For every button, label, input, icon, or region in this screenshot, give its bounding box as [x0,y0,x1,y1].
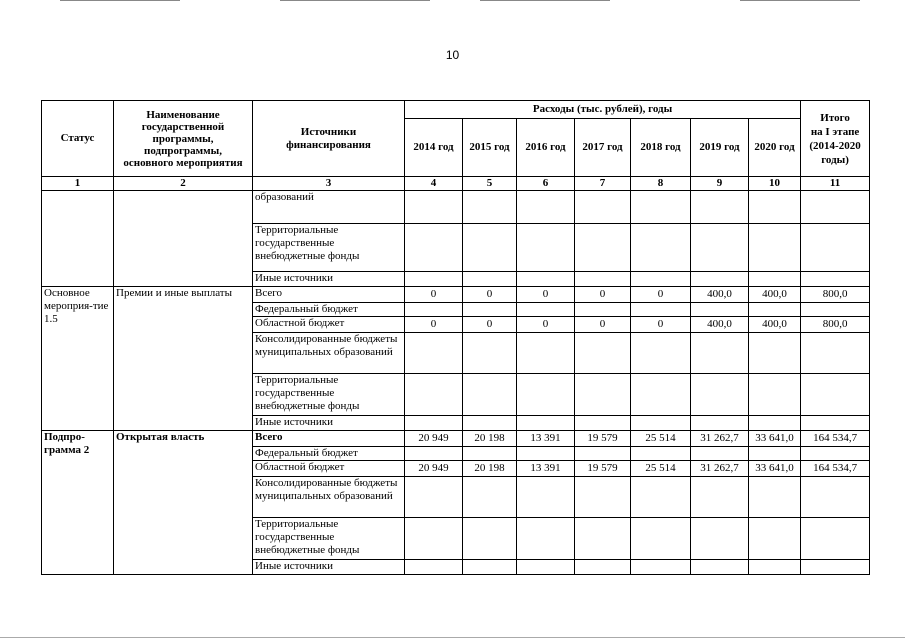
value-cell [405,374,463,416]
value-cell [691,224,749,272]
header-total [801,101,870,177]
value-cell [631,303,691,317]
header-year: 2020 год [749,119,801,177]
value-cell [631,191,691,224]
header-name-line-5: основного мероприятия [123,156,243,169]
source-cell: Консолидированные бюджеты муниципальных образований [253,477,405,518]
value-cell [801,374,870,416]
value-cell [517,447,575,461]
value-cell [463,191,517,224]
value-cell: 0 [463,317,517,333]
value-cell: 20 949 [405,431,463,447]
source-cell: Федеральный бюджет [253,303,405,317]
value-cell [749,374,801,416]
header-year: 2017 год [575,119,631,177]
header-year: 2018 год [631,119,691,177]
header-name-line-3: программы, [152,132,214,145]
value-cell [749,272,801,287]
source-cell: Федеральный бюджет [253,447,405,461]
column-number: 10 [749,177,801,191]
value-cell [631,374,691,416]
value-cell: 13 391 [517,431,575,447]
value-cell [405,333,463,374]
name-cell: Премии и иные выплаты [114,287,253,431]
value-cell [631,518,691,560]
header-total-line-1: Итого [820,111,850,124]
status-cell: Основное мероприя-тие 1.5 [42,287,114,431]
value-cell: 800,0 [801,317,870,333]
header-name-line-4: подпрограммы, [144,144,222,157]
column-number: 4 [405,177,463,191]
value-cell [691,303,749,317]
value-cell [801,560,870,575]
value-cell [517,303,575,317]
value-cell [749,191,801,224]
value-cell [575,518,631,560]
value-cell [405,303,463,317]
source-cell: Территориальные государственные внебюджетные фонды [253,518,405,560]
value-cell [575,191,631,224]
value-cell [801,303,870,317]
value-cell: 25 514 [631,461,691,477]
value-cell [749,477,801,518]
value-cell [801,272,870,287]
value-cell [691,560,749,575]
value-cell [517,272,575,287]
value-cell [631,416,691,431]
value-cell [801,518,870,560]
value-cell [517,333,575,374]
value-cell: 0 [517,287,575,303]
value-cell: 0 [575,287,631,303]
header-sources-line-2: финансирования [286,138,371,151]
value-cell: 33 641,0 [749,431,801,447]
value-cell: 400,0 [691,317,749,333]
value-cell [463,272,517,287]
value-cell [405,224,463,272]
value-cell [463,303,517,317]
header-name-line-1: Наименование [146,108,220,121]
value-cell: 13 391 [517,461,575,477]
value-cell: 0 [575,317,631,333]
value-cell: 800,0 [801,287,870,303]
value-cell [463,333,517,374]
value-cell [463,374,517,416]
source-cell: образований [253,191,405,224]
value-cell: 20 198 [463,431,517,447]
budget-table [41,100,870,575]
source-cell: Иные источники [253,416,405,431]
column-number: 1 [42,177,114,191]
value-cell [691,477,749,518]
value-cell [631,560,691,575]
value-cell [405,518,463,560]
value-cell [631,477,691,518]
value-cell: 19 579 [575,461,631,477]
value-cell [575,224,631,272]
column-number: 5 [463,177,517,191]
value-cell [575,447,631,461]
value-cell: 400,0 [749,287,801,303]
value-cell [405,272,463,287]
value-cell [575,416,631,431]
source-cell: Всего [253,287,405,303]
source-cell: Областной бюджет [253,461,405,477]
value-cell [575,272,631,287]
value-cell [691,416,749,431]
value-cell: 0 [631,287,691,303]
page-number: 10 [445,48,460,62]
table-row [42,431,870,447]
value-cell [801,191,870,224]
column-number: 11 [801,177,870,191]
value-cell [691,518,749,560]
value-cell: 0 [405,317,463,333]
value-cell: 400,0 [691,287,749,303]
source-cell: Территориальные государственные внебюджетные фонды [253,224,405,272]
column-number: 9 [691,177,749,191]
value-cell: 164 534,7 [801,461,870,477]
status-cell [42,191,114,287]
value-cell [575,303,631,317]
value-cell [749,333,801,374]
value-cell [801,333,870,374]
continuation-row [42,191,870,224]
header-expenses: Расходы (тыс. рублей), годы [405,101,801,119]
header-name-line-2: государственной [141,120,225,133]
name-cell [114,191,253,287]
value-cell: 0 [405,287,463,303]
header-year: 2014 год [405,119,463,177]
column-number-row [42,177,870,191]
value-cell [575,374,631,416]
value-cell [517,374,575,416]
value-cell [463,447,517,461]
value-cell [405,560,463,575]
table-row [42,287,870,303]
value-cell: 0 [463,287,517,303]
value-cell [691,191,749,224]
header-sources [253,101,405,177]
header-year: 2015 год [463,119,517,177]
value-cell [463,416,517,431]
value-cell [691,333,749,374]
column-number: 6 [517,177,575,191]
value-cell [517,224,575,272]
value-cell [801,224,870,272]
header-total-line-3: (2014-2020 [809,139,861,152]
value-cell: 31 262,7 [691,461,749,477]
column-number: 7 [575,177,631,191]
value-cell [517,518,575,560]
status-cell: Подпро-грамма 2 [42,431,114,575]
value-cell [575,477,631,518]
value-cell: 164 534,7 [801,431,870,447]
value-cell [463,477,517,518]
value-cell [749,518,801,560]
header-total-line-2: на I этапе [810,125,860,138]
value-cell: 20 198 [463,461,517,477]
value-cell [631,272,691,287]
value-cell [631,447,691,461]
name-cell: Открытая власть [114,431,253,575]
value-cell [405,191,463,224]
value-cell [691,447,749,461]
value-cell [517,416,575,431]
value-cell: 0 [517,317,575,333]
value-cell [517,560,575,575]
value-cell [749,224,801,272]
scan-top-edge [0,0,905,2]
value-cell: 31 262,7 [691,431,749,447]
value-cell [575,560,631,575]
scan-bottom-edge [0,637,905,638]
value-cell [517,191,575,224]
source-cell: Территориальные государственные внебюджетные фонды [253,374,405,416]
value-cell [801,477,870,518]
value-cell: 20 949 [405,461,463,477]
header-name [114,101,253,177]
source-cell: Всего [253,431,405,447]
value-cell [749,416,801,431]
value-cell: 33 641,0 [749,461,801,477]
value-cell [517,477,575,518]
column-number: 2 [114,177,253,191]
value-cell [463,518,517,560]
value-cell [631,224,691,272]
source-cell: Иные источники [253,272,405,287]
value-cell: 0 [631,317,691,333]
value-cell [801,447,870,461]
value-cell [691,272,749,287]
header-year: 2019 год [691,119,749,177]
value-cell [749,447,801,461]
header-sources-line-1: Источники [300,125,357,138]
value-cell: 25 514 [631,431,691,447]
column-number: 8 [631,177,691,191]
value-cell [405,416,463,431]
value-cell [405,447,463,461]
value-cell [463,560,517,575]
source-cell: Консолидированные бюджеты муниципальных образований [253,333,405,374]
header-year: 2016 год [517,119,575,177]
value-cell [463,224,517,272]
value-cell: 400,0 [749,317,801,333]
value-cell [749,303,801,317]
value-cell [691,374,749,416]
source-cell: Иные источники [253,560,405,575]
header-status: Статус [42,101,114,177]
value-cell [631,333,691,374]
header-total-line-4: годы) [821,153,849,166]
value-cell [405,477,463,518]
value-cell [749,560,801,575]
source-cell: Областной бюджет [253,317,405,333]
column-number: 3 [253,177,405,191]
value-cell [575,333,631,374]
value-cell: 19 579 [575,431,631,447]
value-cell [801,416,870,431]
